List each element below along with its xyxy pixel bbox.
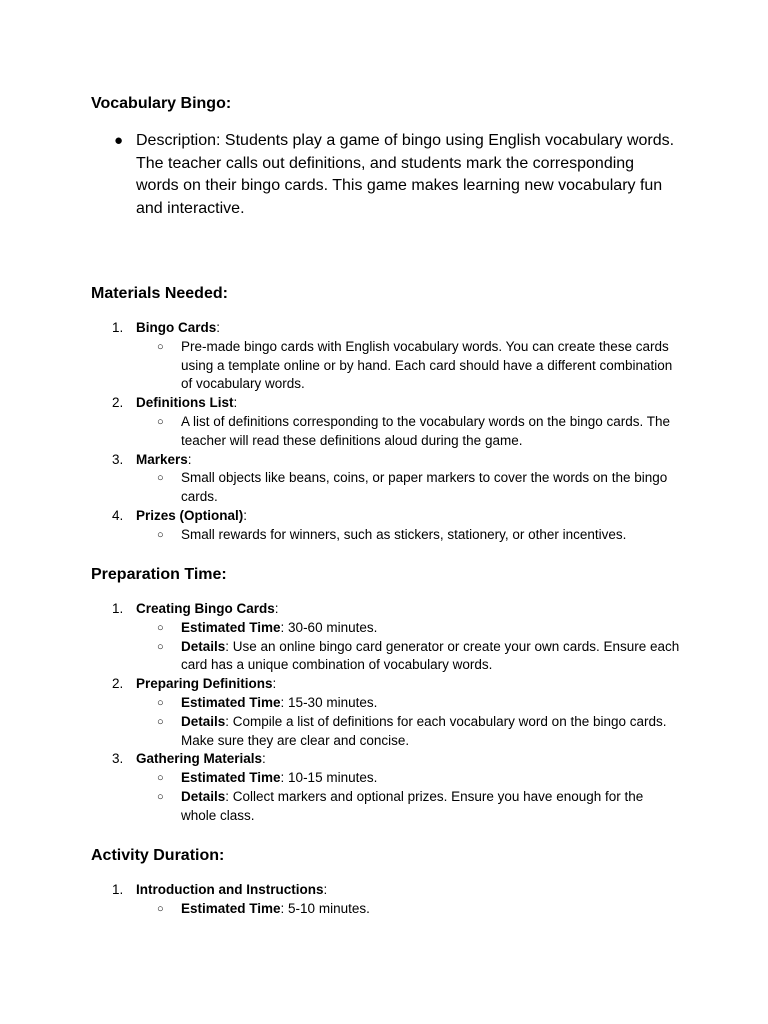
sub-item-text: : 5-10 minutes. bbox=[280, 900, 370, 916]
circle-bullet-icon: ○ bbox=[157, 415, 164, 428]
sub-list bbox=[0, 338, 681, 394]
circle-bullet-icon: ○ bbox=[157, 772, 164, 785]
item-title-colon: : bbox=[187, 451, 192, 467]
sub-list-item bbox=[0, 900, 681, 919]
bullet-icon: ● bbox=[114, 132, 124, 149]
list-item bbox=[0, 319, 681, 394]
circle-bullet-icon: ○ bbox=[157, 621, 164, 634]
sub-list bbox=[0, 469, 681, 507]
list-item bbox=[0, 750, 681, 825]
item-number: 1. bbox=[112, 320, 124, 335]
circle-bullet-icon: ○ bbox=[157, 640, 164, 653]
sub-item-text: : Compile a list of definitions for each vocabulary word on the bingo cards. Make sure they are clear and concise. bbox=[181, 713, 667, 748]
activity-heading: Activity Duration: bbox=[91, 847, 225, 864]
sub-list bbox=[0, 900, 681, 919]
item-number: 1. bbox=[112, 601, 124, 616]
description-text: Description: Students play a game of bingo using English vocabulary words. The teacher calls out definitions, and students mark the corresponding words on their bingo cards. This game makes learning new vocabulary fun and interactive. bbox=[136, 132, 675, 217]
item-title bbox=[136, 451, 681, 470]
sub-list bbox=[0, 619, 681, 675]
item-title-text: Creating Bingo Cards bbox=[136, 601, 275, 616]
list-item bbox=[0, 507, 681, 545]
sub-item-text: Small rewards for winners, such as stickers, stationery, or other incentives. bbox=[181, 526, 627, 542]
list-item bbox=[0, 394, 681, 450]
item-title-colon: : bbox=[216, 320, 221, 335]
list-item bbox=[0, 675, 681, 750]
item-title bbox=[136, 394, 681, 413]
item-title-colon: : bbox=[274, 601, 279, 616]
sub-item-label: Details bbox=[181, 788, 226, 804]
sub-item-label: Estimated Time bbox=[181, 770, 281, 786]
item-title-colon: : bbox=[233, 395, 238, 411]
sub-list bbox=[0, 413, 681, 451]
sub-item-text: : 15-30 minutes. bbox=[280, 694, 378, 710]
sub-item-text: : Use an online bingo card generator or create your own cards. Ensure each card has a unique combination of vocabulary words. bbox=[181, 638, 680, 673]
sub-list bbox=[0, 526, 681, 545]
sub-list-item bbox=[0, 713, 681, 751]
circle-bullet-icon: ○ bbox=[157, 528, 164, 541]
sub-item-label: Estimated Time bbox=[181, 619, 281, 635]
activity-list bbox=[0, 881, 681, 919]
item-title-text: Gathering Materials bbox=[136, 751, 263, 767]
item-number: 3. bbox=[112, 451, 124, 467]
materials-list bbox=[0, 319, 681, 545]
sub-list-item bbox=[0, 769, 681, 788]
sub-item-label: Estimated Time bbox=[181, 694, 281, 710]
item-title bbox=[136, 507, 681, 526]
sub-item-label: Details bbox=[181, 713, 226, 729]
sub-list-item bbox=[0, 619, 681, 638]
circle-bullet-icon: ○ bbox=[157, 902, 164, 915]
item-title-text: Prizes (Optional) bbox=[136, 507, 244, 523]
sub-item-label: Details bbox=[181, 638, 226, 654]
sub-list-item bbox=[0, 788, 681, 826]
circle-bullet-icon: ○ bbox=[157, 715, 164, 728]
sub-list-item bbox=[0, 526, 681, 545]
list-item bbox=[0, 451, 681, 507]
item-number: 4. bbox=[112, 507, 124, 523]
sub-list bbox=[0, 769, 681, 825]
item-title-colon: : bbox=[323, 882, 328, 897]
title-heading: Vocabulary Bingo: bbox=[91, 95, 232, 112]
item-number: 1. bbox=[112, 882, 124, 897]
item-title bbox=[136, 750, 681, 769]
preparation-heading: Preparation Time: bbox=[91, 566, 227, 583]
sub-item-text: : 30-60 minutes. bbox=[280, 619, 378, 635]
item-number: 2. bbox=[112, 676, 124, 692]
sub-item-text: Small objects like beans, coins, or paper markers to cover the words on the bingo cards. bbox=[181, 470, 668, 505]
sub-list-item bbox=[0, 338, 681, 394]
item-title-text: Markers bbox=[136, 451, 188, 467]
materials-heading: Materials Needed: bbox=[91, 285, 228, 302]
item-title-text: Bingo Cards bbox=[136, 320, 217, 335]
item-title bbox=[136, 319, 681, 338]
item-number: 3. bbox=[112, 751, 124, 767]
list-item bbox=[0, 600, 681, 675]
item-title bbox=[136, 675, 681, 694]
item-title-colon: : bbox=[262, 751, 266, 767]
sub-item-label: Estimated Time bbox=[181, 900, 281, 916]
circle-bullet-icon: ○ bbox=[157, 790, 164, 803]
item-title-text: Introduction and Instructions bbox=[136, 882, 324, 897]
sub-item-text: Pre-made bingo cards with English vocabulary words. You can create these cards using a template online or by hand. Each card should have a different combination of vocabulary words. bbox=[181, 338, 673, 392]
sub-list bbox=[0, 694, 681, 750]
item-title-colon: : bbox=[243, 507, 248, 523]
item-title-colon: : bbox=[272, 676, 277, 692]
sub-list-item bbox=[0, 413, 681, 451]
circle-bullet-icon: ○ bbox=[157, 340, 164, 353]
item-title-text: Definitions List bbox=[136, 395, 234, 411]
item-title-text: Preparing Definitions bbox=[136, 676, 273, 692]
sub-item-text: A list of definitions corresponding to the vocabulary words on the bingo cards. The teacher will read these definitions aloud during the game. bbox=[181, 413, 671, 448]
item-title bbox=[136, 600, 681, 619]
list-item bbox=[0, 881, 681, 919]
preparation-list bbox=[0, 600, 681, 826]
sub-list-item bbox=[0, 694, 681, 713]
item-number: 2. bbox=[112, 395, 124, 411]
circle-bullet-icon: ○ bbox=[157, 696, 164, 709]
sub-item-text: : 10-15 minutes. bbox=[280, 770, 378, 786]
item-title bbox=[136, 881, 681, 900]
sub-item-text: : Collect markers and optional prizes. Ensure you have enough for the whole class. bbox=[181, 788, 644, 823]
sub-list-item bbox=[0, 469, 681, 507]
circle-bullet-icon: ○ bbox=[157, 472, 164, 485]
sub-list-item bbox=[0, 638, 681, 676]
